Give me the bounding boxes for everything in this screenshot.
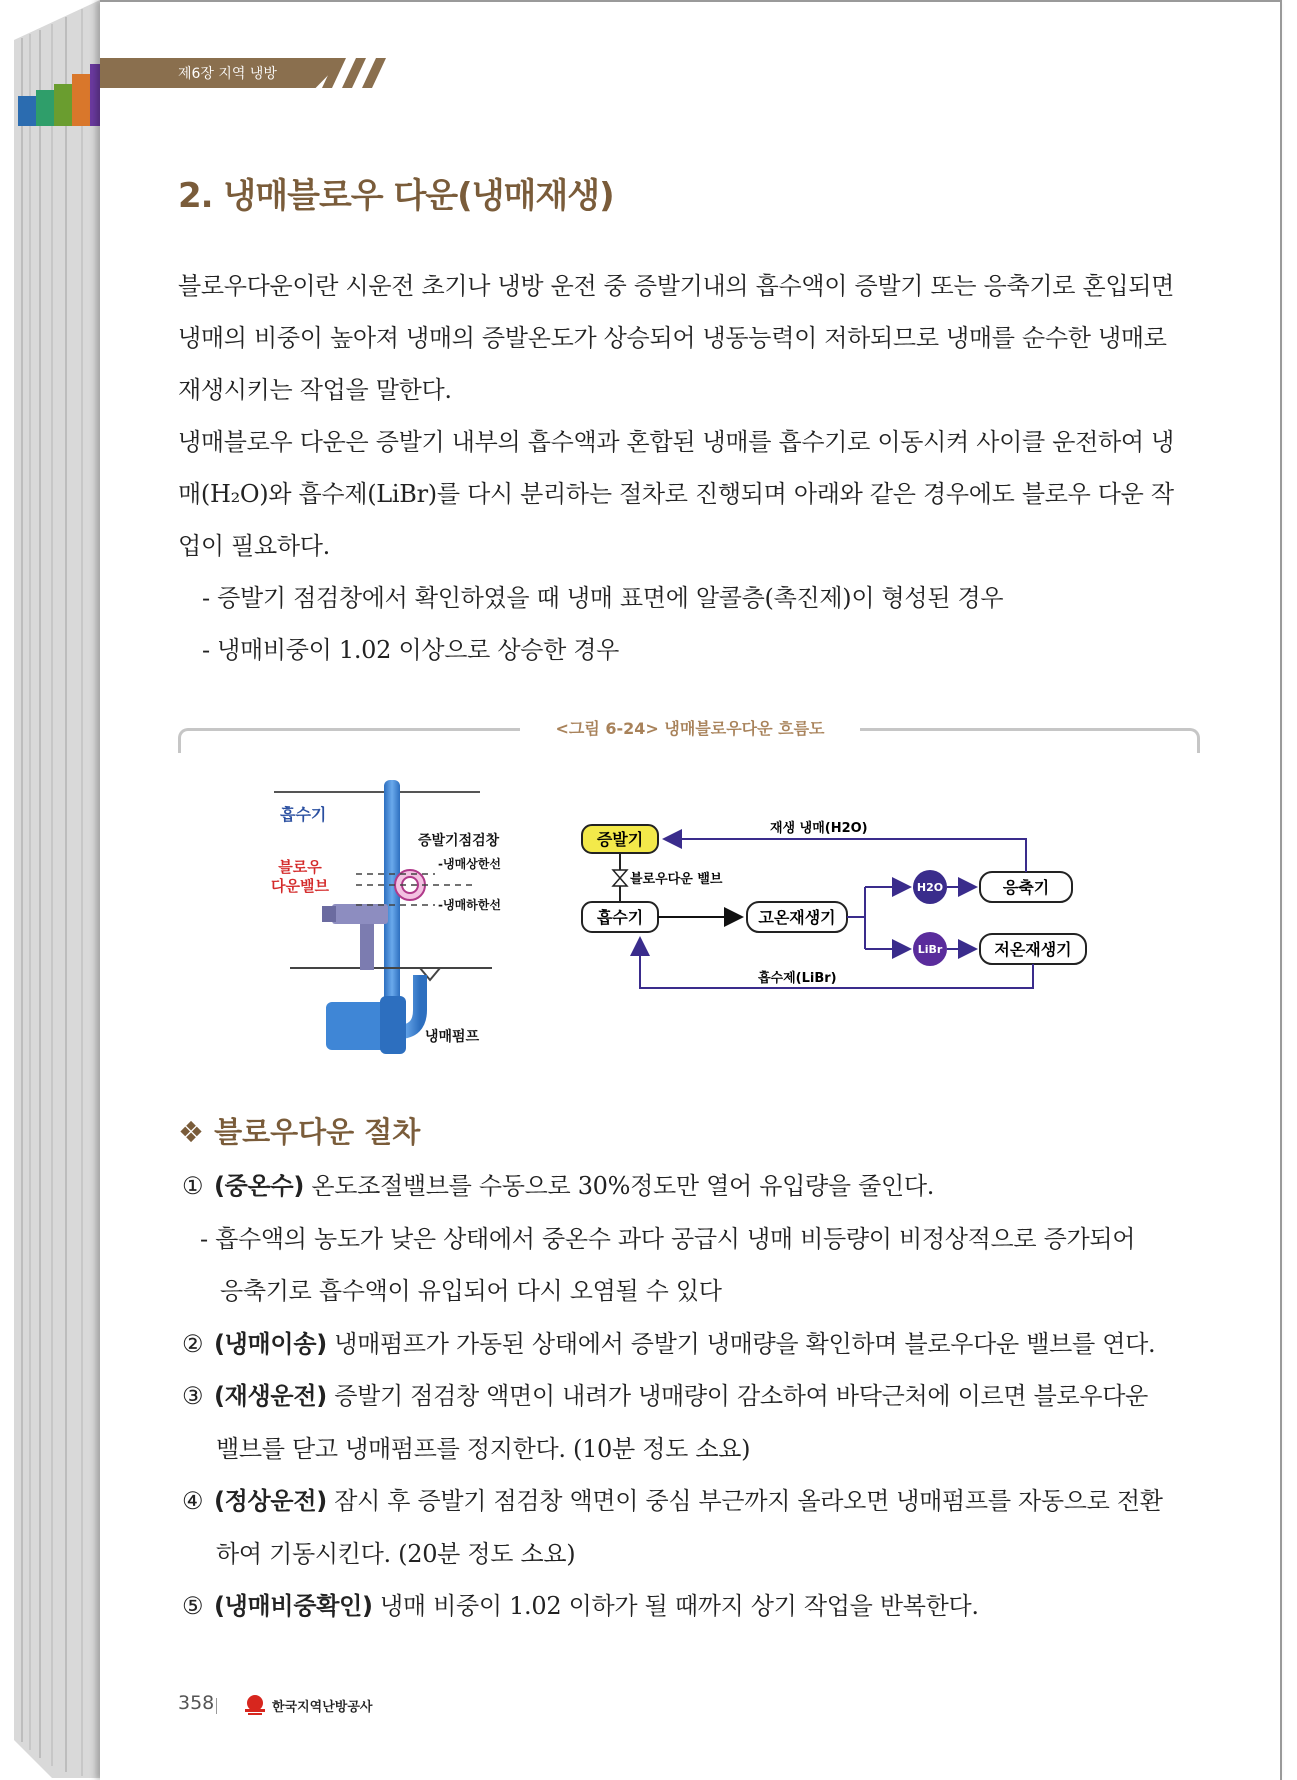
flow-absorber-label: 흡수기	[596, 908, 644, 927]
step-tag: (정상운전)	[214, 1487, 327, 1515]
step-4-continued: 하여 기동시킨다. (20분 정도 소요)	[216, 1539, 576, 1568]
procedure-title: ❖ 블로우다운 절차	[178, 1115, 421, 1149]
evaporator-label: 증발기	[596, 830, 644, 849]
step-text: 잠시 후 증발기 점검창 액면이 중심 부근까지 올라오면 냉매펌프를 자동으로 전환	[326, 1487, 1163, 1515]
h2o-label: H2O	[916, 881, 944, 894]
company-name: 한국지역난방공사	[272, 1700, 373, 1715]
step-text: 냉매펌프가 가동된 상태에서 증발기 냉매량을 확인하며 블로우다운 밸브를 연다.	[326, 1329, 1156, 1358]
equipment-illustration	[271, 780, 501, 1054]
upper-limit-label: -냉매상한선	[438, 857, 501, 871]
footer-separator	[216, 1698, 217, 1714]
absorbent-return-label: 흡수제(LiBr)	[758, 971, 837, 986]
lower-limit-label: -냉매하한선	[438, 898, 501, 912]
flow-valve-label: 블로우다운 밸브	[630, 872, 723, 887]
step-text: 냉매 비중이 1.02 이하가 될 때까지 상기 작업을 반복한다.	[372, 1592, 979, 1620]
step-number: ②	[182, 1329, 204, 1358]
step-note-continued: 응축기로 흡수액이 유입되어 다시 오염될 수 있다	[220, 1277, 722, 1305]
chapter-label: 제6장 지역 냉방	[178, 66, 277, 82]
step-tag: (재생운전)	[214, 1382, 327, 1410]
valve-label-2: 다운밸브	[271, 877, 329, 895]
bullet-1: - 증발기 점검창에서 확인하였을 때 냉매 표면에 알콜층(촉진제)이 형성된 경우	[202, 584, 1004, 612]
paragraph-2: 냉매블로우 다운은 증발기 내부의 흡수액과 혼합된 냉매를 흡수기로 이동시켜 사이클 운전하여 냉매(H₂O)와 흡수제(LiBr)를 다시 분리하는 절차로 진행되며 아래와 같은 경우에도 블로우 다운 작업이 필요하다.	[178, 428, 1174, 560]
step-number: ①	[182, 1172, 204, 1200]
step-4	[182, 1475, 1197, 1528]
sight-glass-icon	[395, 870, 425, 900]
page-number: 358	[178, 1692, 215, 1714]
book-edge	[0, 0, 105, 1778]
hot-generator-label: 고온재생기	[758, 908, 836, 927]
step-text: 증발기 점검창 액면이 내려가 냉매량이 감소하여 바닥근처에 이르면 블로우다운	[326, 1382, 1149, 1410]
intro-text	[178, 260, 1193, 676]
header-stripes	[308, 58, 393, 88]
step-tag: (냉매비중확인)	[214, 1592, 373, 1620]
refrigerant-return-label: 재생 냉매(H2O)	[770, 821, 868, 836]
pump-casing	[380, 996, 406, 1054]
step-number: ③	[182, 1382, 204, 1410]
flow-chart	[582, 820, 1086, 988]
libr-label: LiBr	[917, 943, 943, 956]
step-1	[182, 1160, 1197, 1213]
step-number: ④	[182, 1487, 204, 1515]
section-title: 2. 냉매블로우 다운(냉매재생)	[178, 176, 614, 216]
step-2	[182, 1318, 1197, 1371]
pump-motor	[326, 1002, 386, 1050]
blowdown-valve-body	[332, 904, 388, 924]
step-3-continued: 밸브를 닫고 냉매펌프를 정지한다. (10분 정도 소요)	[216, 1434, 751, 1463]
step-3	[182, 1370, 1197, 1423]
valve-label-1: 블로우	[278, 858, 322, 876]
procedure-steps	[182, 1160, 1197, 1633]
step-5	[182, 1580, 1197, 1633]
company-logo-icon	[244, 1694, 266, 1716]
valve-symbol-icon	[613, 870, 627, 886]
figure-caption: <그림 6-24> 냉매블로우다운 흐름도	[520, 716, 860, 739]
blowdown-flow-diagram	[270, 770, 1090, 1060]
sight-glass-label: 증발기점검창	[418, 833, 500, 849]
step-text: 온도조절밸브를 수동으로 30%정도만 열어 유입량을 줄인다.	[304, 1172, 935, 1200]
condenser-label: 응축기	[1002, 878, 1050, 897]
step-tag: (중온수)	[214, 1172, 304, 1200]
paragraph-1: 블로우다운이란 시운전 초기나 냉방 운전 중 증발기내의 흡수액이 증발기 또는 응축기로 혼입되면 냉매의 비중이 높아져 냉매의 증발온도가 상승되어 냉동능력이 저하되므로 냉매를 순수한 냉매로 재생시키는 작업을 말한다.	[178, 272, 1174, 404]
bullet-2: - 냉매비중이 1.02 이상으로 상승한 경우	[202, 636, 620, 664]
step-tag: (냉매이송)	[214, 1329, 327, 1358]
step-number: ⑤	[182, 1592, 204, 1620]
pump-label: 냉매펌프	[425, 1029, 480, 1045]
step-note: - 흡수액의 농도가 낮은 상태에서 중온수 과다 공급시 냉매 비등량이 비정상적으로 증가되어	[200, 1224, 1136, 1253]
low-generator-label: 저온재생기	[994, 940, 1072, 959]
absorber-label: 흡수기	[280, 805, 327, 824]
